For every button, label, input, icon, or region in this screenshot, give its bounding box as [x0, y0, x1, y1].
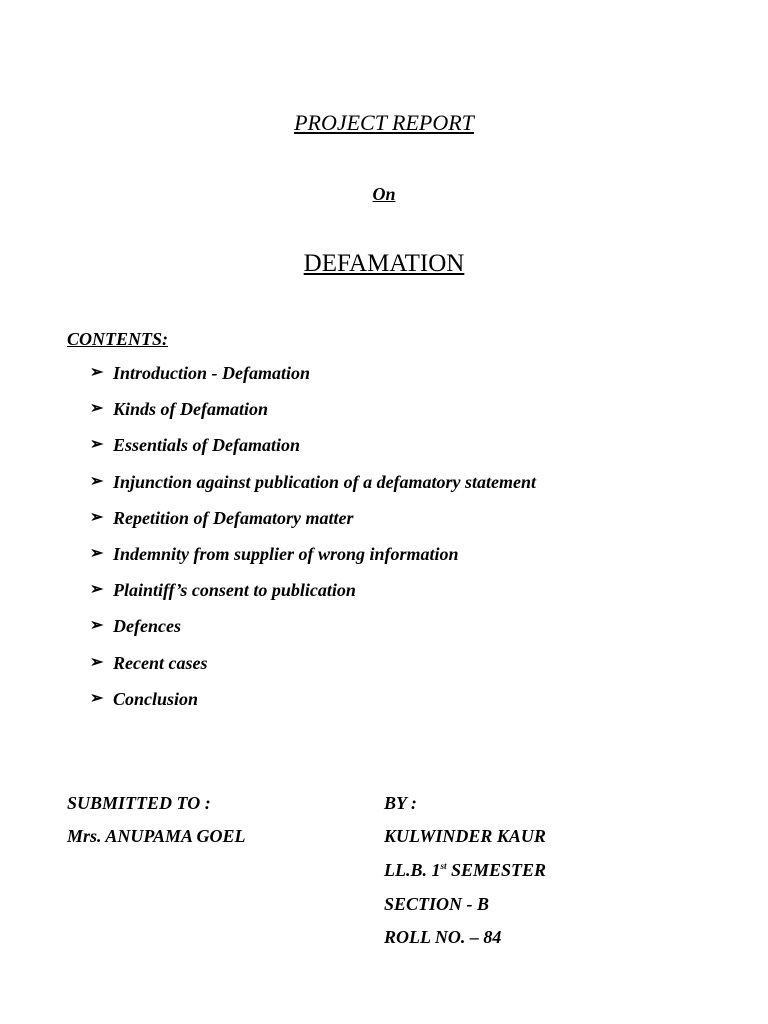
- arrow-bullet-icon: ➢: [90, 544, 104, 562]
- document-subject: DEFAMATION: [303, 250, 465, 277]
- student-name: KULWINDER KAUR: [384, 826, 546, 846]
- contents-heading: CONTENTS:: [67, 329, 169, 349]
- arrow-bullet-icon: ➢: [90, 364, 104, 381]
- list-item: [90, 615, 536, 651]
- list-item-text: Injunction against publication of a defamatory statement: [113, 471, 537, 492]
- list-item: [90, 543, 536, 579]
- section-label: SECTION - B: [384, 894, 490, 914]
- arrow-bullet-icon: ➢: [90, 653, 104, 671]
- contents-list: [90, 362, 536, 724]
- list-item: [90, 579, 536, 615]
- course-ordinal-suffix: st: [440, 861, 447, 871]
- arrow-bullet-icon: ➢: [90, 617, 104, 635]
- list-item-text: Repetition of Defamatory matter: [113, 507, 354, 528]
- list-item-text: Plaintiff’s consent to publication: [113, 580, 356, 601]
- list-item: [90, 652, 536, 688]
- list-item: [90, 507, 536, 543]
- title-connector: On: [372, 184, 396, 204]
- submitted-to-label: SUBMITTED TO :: [67, 793, 211, 813]
- arrow-bullet-icon: ➢: [90, 581, 104, 599]
- list-item-text: Indemnity from supplier of wrong information: [113, 543, 459, 564]
- document-title: PROJECT REPORT: [294, 110, 474, 135]
- list-item-text: Recent cases: [113, 652, 208, 673]
- list-item: [90, 398, 536, 434]
- list-item: [90, 362, 536, 398]
- submitted-by-label: BY :: [384, 793, 417, 813]
- arrow-bullet-icon: ➢: [90, 436, 104, 454]
- list-item: [90, 688, 536, 724]
- list-item-text: Introduction - Defamation: [113, 363, 311, 383]
- course-semester: [384, 859, 546, 881]
- list-item: [90, 471, 536, 507]
- arrow-bullet-icon: ➢: [90, 508, 104, 526]
- arrow-bullet-icon: ➢: [90, 472, 104, 490]
- roll-number: ROLL NO. – 84: [384, 927, 502, 947]
- list-item-text: Kinds of Defamation: [113, 399, 269, 420]
- course-suffix: SEMESTER: [446, 860, 547, 880]
- list-item-text: Essentials of Defamation: [113, 435, 301, 456]
- arrow-bullet-icon: ➢: [90, 400, 104, 418]
- list-item-text: Conclusion: [113, 688, 199, 709]
- list-item: [90, 434, 536, 470]
- submitted-to-name: Mrs. ANUPAMA GOEL: [67, 826, 246, 846]
- list-item-text: Defences: [113, 616, 181, 637]
- course-prefix: LL.B. 1: [384, 860, 441, 880]
- arrow-bullet-icon: ➢: [90, 689, 104, 707]
